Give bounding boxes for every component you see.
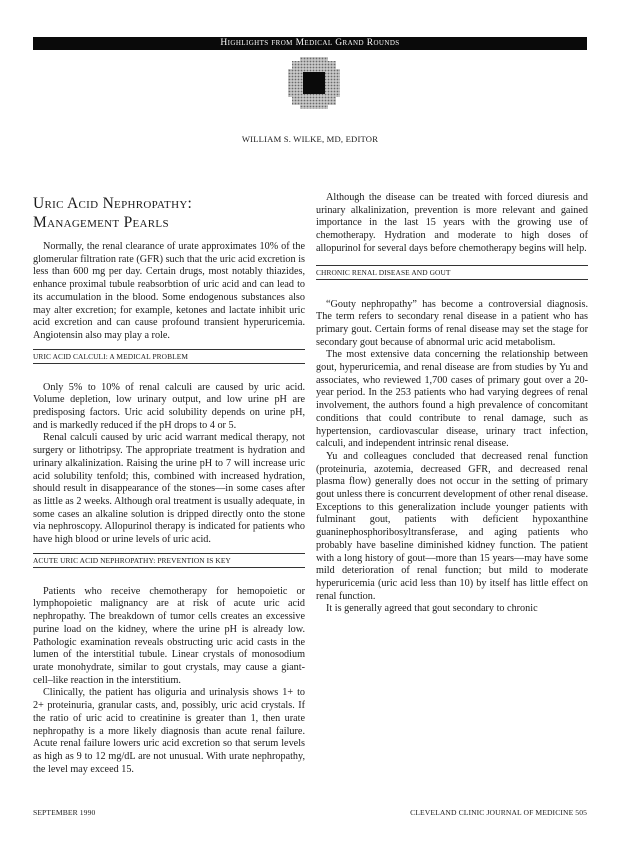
editor-byline: WILLIAM S. WILKE, MD, EDITOR (241, 134, 379, 144)
intro-paragraph: Normally, the renal clearance of urate approximates 10% of the glomerular filtration rate (GFR) such that the uric acid excretion is less than 600 mg per day. Certain drugs, most notably thiazides, enhance proximal tubule reabsorbtion of uric acid and can lead to its accumulation in the blood. Some endogenous substances also may alter excretion; for example, ketones and lactate inhibit uric acid excretion and can cause profound transient hyperuricemia. Angiotensin also may play a role. (33, 241, 305, 341)
title-line-2: Management Pearls (33, 214, 169, 231)
section-heading-acute: ACUTE URIC ACID NEPHROPATHY: PREVENTION IS KEY (33, 553, 305, 568)
footer-journal: CLEVELAND CLINIC JOURNAL OF MEDICINE 505 (410, 808, 587, 817)
journal-logo-icon (288, 57, 340, 109)
section-heading-chronic: CHRONIC RENAL DISEASE AND GOUT (316, 265, 588, 280)
right-column (316, 192, 588, 616)
paragraph: Clinically, the patient has oliguria and urinalysis shows 1+ to 2+ proteinuria, granular casts, and, possibly, uric acid crystals. If the ratio of uric acid to creatinine is greater than 1, then urate nephropathy is a more likely diagnosis than acute renal failure. Acute renal failure lowers uric acid excretion so that serum levels as high as 9 to 12 mg/dL are not unusual. With urate nephropathy, the level may exceed 15. (33, 687, 305, 775)
section-heading-calculi: URIC ACID CALCULI: A MEDICAL PROBLEM (33, 349, 305, 364)
title-line-1: Uric Acid Nephropathy: (33, 195, 193, 212)
paragraph: Yu and colleagues concluded that decreased renal function (proteinuria, azotemia, decreased GFR, and decreased renal plasma flow) generally does not occur in the setting of primary gout unless there is concurrent development of other renal disease. Exceptions to this generalization include younger patients with fulminant gout, patients with deficient hypoxanthine guaninephosphoribosyltransferase, and aging patients who probably have baseline diminished kidney function. The patient with a long history of gout—more than 15 years—may have some mild deterioration of renal function; but mild to moderate hyperuricemia (uric acid less than 10) by itself has little effect on renal function. (316, 450, 588, 602)
paragraph: Although the disease can be treated with forced diuresis and urinary alkalinization, prevention is more relevant and gained importance in the last 15 years with the growing use of chemotherapy. Hydration and moderate to high doses of allopurinol for several days before chemotherapy begins will help. (316, 192, 588, 254)
paragraph: Renal calculi caused by uric acid warrant medical therapy, not surgery or lithotripsy. The appropriate treatment is hydration and urinary alkalinization. Raising the urine pH to 7 will increase uric acid solubility tenfold; this, combined with increased hydration, should result in disappearance of the stones—in some cases after as little as 2 weeks. Although oral treatment is usually adequate, in some cases an alkaline solution is dripped directly onto the stone via nephroscopy. Allopurinol therapy is indicated for patients who have high blood or urine levels of uric acid. (33, 432, 305, 546)
footer-date: SEPTEMBER 1990 (33, 808, 96, 817)
paragraph: “Gouty nephropathy” has become a controversial diagnosis. The term refers to secondary renal disease in a patient who has primary gout. Certain forms of renal disease may set the stage for secondary gout because of abnormal uric acid metabolism. (316, 298, 588, 348)
section-banner: Highlights from Medical Grand Rounds (33, 37, 587, 50)
paragraph: It is generally agreed that gout secondary to chronic (326, 603, 538, 615)
paragraph: The most extensive data concerning the relationship between gout, hyperuricemia, and renal disease are from studies by Yu and associates, who reviewed 1,700 cases of primary gout over a 20-year period. In the 253 patients who had varying degrees of renal involvement, the authors found a high prevalence of concomitant conditions that could contribute to renal damage, such as hypertension, cardiovascular disease, urinary tract infection, calculi, and independent intrinsic renal disease. (316, 349, 588, 450)
paragraph: Only 5% to 10% of renal calculi are caused by uric acid. Volume depletion, low urinary output, and low urine pH are predisposing factors. Uric acid solubility depends on urine pH, and is markedly reduced if the pH drops to 4 or 5. (33, 381, 305, 431)
paragraph: Patients who receive chemotherapy for hemopoietic or lymphopoietic malignancy are at risk of acute uric acid nephropathy. The breakdown of tumor cells creates an excessive purine load on the kidney, where the urine pH is already low. Pathologic examination reveals obstructing uric acid casts in the lumen of the interstitial tubule. Linear crystals of monosodium urate monohydrate, similar to gout crystals, may cause a giant-cell–like reaction in the interstitium. (33, 585, 305, 686)
article-title (33, 194, 305, 232)
left-column (33, 192, 305, 776)
